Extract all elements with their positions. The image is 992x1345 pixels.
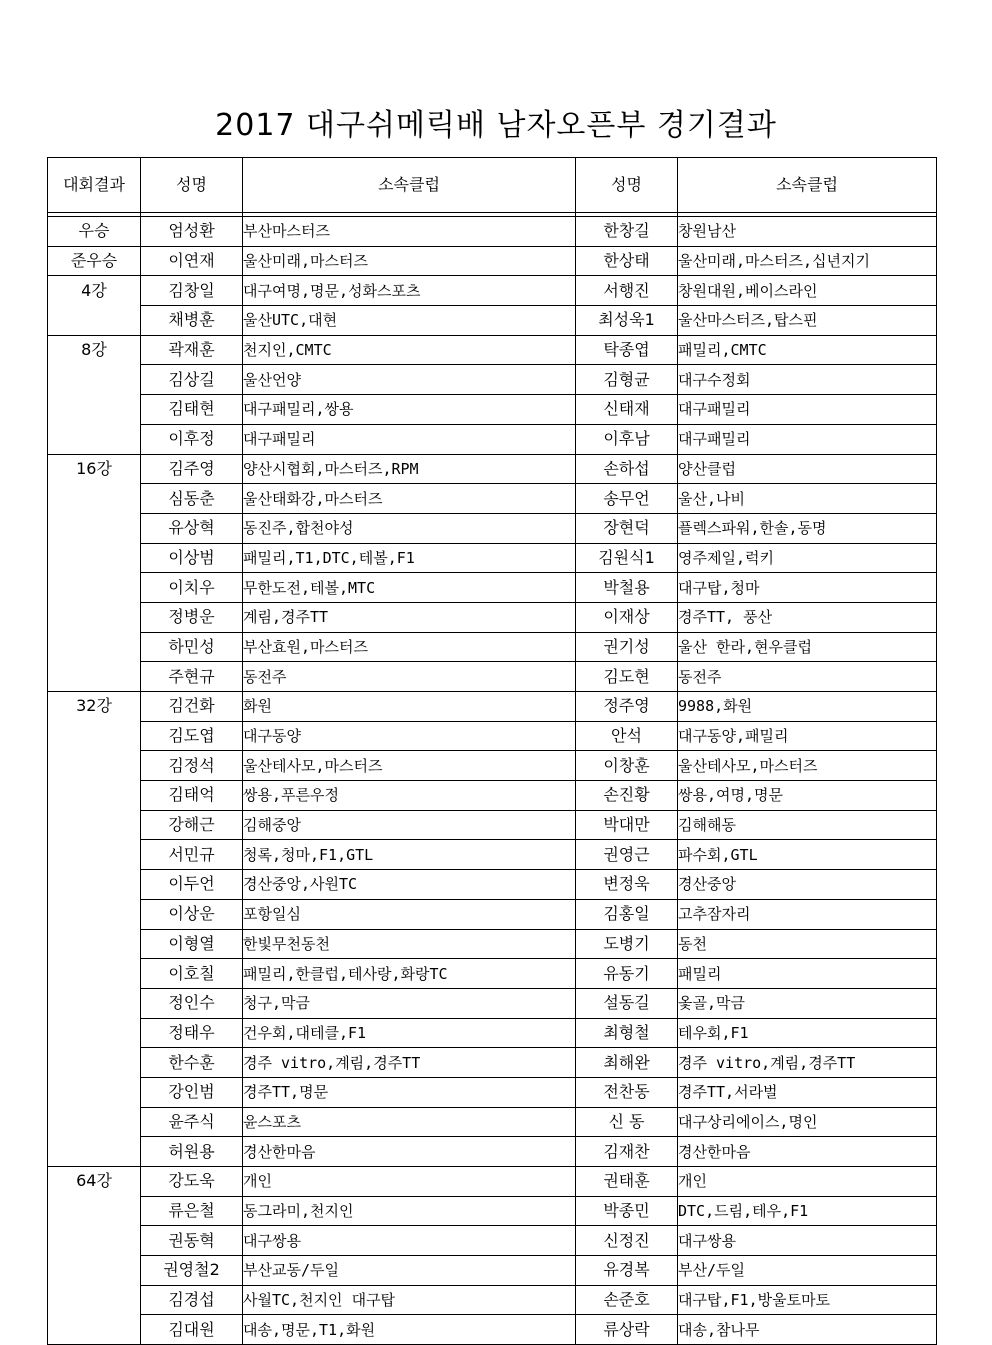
club-name-1: 사월TC,천지인 대구탑 — [243, 1285, 576, 1315]
table-row — [48, 395, 937, 425]
club-name-2: 울산마스터즈,탑스핀 — [678, 306, 937, 336]
club-name-1: 개인 — [243, 1167, 576, 1197]
player-name-1: 한수훈 — [141, 1048, 243, 1078]
result-cell — [48, 899, 141, 929]
club-name-1: 경주 vitro,계림,경주TT — [243, 1048, 576, 1078]
result-cell — [48, 1285, 141, 1315]
player-name-2: 안석 — [576, 721, 678, 751]
player-name-1: 정인수 — [141, 988, 243, 1018]
player-name-1: 채병훈 — [141, 306, 243, 336]
club-name-2: DTC,드림,테우,F1 — [678, 1196, 937, 1226]
player-name-2: 김원식1 — [576, 543, 678, 573]
player-name-1: 이호칠 — [141, 959, 243, 989]
club-name-2: 울산,나비 — [678, 484, 937, 514]
player-name-2: 전찬동 — [576, 1077, 678, 1107]
player-name-2: 손하섭 — [576, 454, 678, 484]
player-name-1: 이두언 — [141, 870, 243, 900]
club-name-2: 개인 — [678, 1167, 937, 1197]
club-name-2: 플렉스파워,한솔,동명 — [678, 513, 937, 543]
club-name-2: 부산/두일 — [678, 1256, 937, 1286]
player-name-2: 한상태 — [576, 246, 678, 276]
player-name-2: 최성욱1 — [576, 306, 678, 336]
player-name-2: 손진황 — [576, 781, 678, 811]
header-club-1: 소속클럽 — [243, 158, 576, 213]
club-name-1: 청구,막금 — [243, 988, 576, 1018]
table-row — [48, 751, 937, 781]
club-name-2: 대송,참나무 — [678, 1315, 937, 1345]
result-cell — [48, 870, 141, 900]
result-cell — [48, 484, 141, 514]
club-name-2: 패밀리 — [678, 959, 937, 989]
club-name-2: 창원남산 — [678, 217, 937, 247]
player-name-1: 권동혁 — [141, 1226, 243, 1256]
header-club-2: 소속클럽 — [678, 158, 937, 213]
club-name-2: 경산중앙 — [678, 870, 937, 900]
player-name-2: 신태재 — [576, 395, 678, 425]
table-row — [48, 899, 937, 929]
player-name-1: 유상혁 — [141, 513, 243, 543]
player-name-2: 정주영 — [576, 692, 678, 722]
header-name-2: 성명 — [576, 158, 678, 213]
player-name-1: 류은철 — [141, 1196, 243, 1226]
club-name-2: 창원대원,베이스라인 — [678, 276, 937, 306]
player-name-2: 최해완 — [576, 1048, 678, 1078]
result-cell — [48, 1315, 141, 1345]
player-name-1: 김상길 — [141, 365, 243, 395]
table-row — [48, 335, 937, 365]
player-name-2: 류상락 — [576, 1315, 678, 1345]
club-name-2: 패밀리,CMTC — [678, 335, 937, 365]
player-name-1: 강해근 — [141, 810, 243, 840]
club-name-2: 경주TT,서라벌 — [678, 1077, 937, 1107]
club-name-1: 쌍용,푸른우정 — [243, 781, 576, 811]
table-row — [48, 1077, 937, 1107]
table-row — [48, 365, 937, 395]
club-name-1: 대송,명문,T1,화원 — [243, 1315, 576, 1345]
club-name-1: 울산태화강,마스터즈 — [243, 484, 576, 514]
result-cell — [48, 573, 141, 603]
player-name-1: 강도욱 — [141, 1167, 243, 1197]
club-name-1: 울산테사모,마스터즈 — [243, 751, 576, 781]
table-row — [48, 662, 937, 692]
club-name-2: 대구상리에이스,명인 — [678, 1107, 937, 1137]
result-cell — [48, 543, 141, 573]
result-cell — [48, 1018, 141, 1048]
club-name-2: 경주 vitro,계림,경주TT — [678, 1048, 937, 1078]
club-name-2: 울산테사모,마스터즈 — [678, 751, 937, 781]
result-cell: 8강 — [48, 335, 141, 365]
table-row — [48, 1285, 937, 1315]
result-cell: 우승 — [48, 217, 141, 247]
result-cell — [48, 988, 141, 1018]
club-name-2: 경산한마음 — [678, 1137, 937, 1167]
player-name-1: 정태우 — [141, 1018, 243, 1048]
result-cell — [48, 602, 141, 632]
result-cell — [48, 929, 141, 959]
club-name-1: 울산미래,마스터즈 — [243, 246, 576, 276]
club-name-2: 옻골,막금 — [678, 988, 937, 1018]
player-name-1: 심동춘 — [141, 484, 243, 514]
table-row — [48, 929, 937, 959]
player-name-1: 이후정 — [141, 424, 243, 454]
result-cell — [48, 365, 141, 395]
table-row — [48, 692, 937, 722]
player-name-2: 김도현 — [576, 662, 678, 692]
club-name-2: 대구쌍용 — [678, 1226, 937, 1256]
player-name-2: 박대만 — [576, 810, 678, 840]
player-name-1: 서민규 — [141, 840, 243, 870]
club-name-1: 대구패밀리 — [243, 424, 576, 454]
table-row — [48, 1167, 937, 1197]
player-name-1: 김태현 — [141, 395, 243, 425]
club-name-2: 울산 한라,현우클럽 — [678, 632, 937, 662]
player-name-1: 김창일 — [141, 276, 243, 306]
table-row — [48, 840, 937, 870]
player-name-1: 엄성환 — [141, 217, 243, 247]
player-name-2: 김홍일 — [576, 899, 678, 929]
result-cell: 32강 — [48, 692, 141, 722]
club-name-2: 대구탑,F1,방울토마토 — [678, 1285, 937, 1315]
club-name-1: 패밀리,한클럽,테사랑,화랑TC — [243, 959, 576, 989]
result-cell — [48, 1077, 141, 1107]
player-name-2: 설동길 — [576, 988, 678, 1018]
player-name-1: 주현규 — [141, 662, 243, 692]
player-name-2: 권태훈 — [576, 1167, 678, 1197]
result-cell — [48, 810, 141, 840]
player-name-1: 하민성 — [141, 632, 243, 662]
player-name-1: 이치우 — [141, 573, 243, 603]
player-name-1: 강인범 — [141, 1077, 243, 1107]
club-name-2: 테우회,F1 — [678, 1018, 937, 1048]
player-name-2: 서행진 — [576, 276, 678, 306]
table-row — [48, 1107, 937, 1137]
club-name-1: 동그라미,천지인 — [243, 1196, 576, 1226]
player-name-1: 김경섭 — [141, 1285, 243, 1315]
result-cell — [48, 306, 141, 336]
table-row — [48, 424, 937, 454]
player-name-2: 이창훈 — [576, 751, 678, 781]
club-name-1: 천지인,CMTC — [243, 335, 576, 365]
result-cell: 64강 — [48, 1167, 141, 1197]
table-row — [48, 1137, 937, 1167]
table-row — [48, 870, 937, 900]
player-name-2: 신정진 — [576, 1226, 678, 1256]
club-name-2: 고추잠자리 — [678, 899, 937, 929]
table-row — [48, 306, 937, 336]
club-name-1: 양산시협회,마스터즈,RPM — [243, 454, 576, 484]
table-row — [48, 217, 937, 247]
club-name-1: 부산마스터즈 — [243, 217, 576, 247]
table-row — [48, 721, 937, 751]
player-name-1: 허원용 — [141, 1137, 243, 1167]
table-header-row — [48, 158, 937, 213]
player-name-1: 이연재 — [141, 246, 243, 276]
club-name-1: 동전주 — [243, 662, 576, 692]
header-name-1: 성명 — [141, 158, 243, 213]
club-name-1: 경주TT,명문 — [243, 1077, 576, 1107]
player-name-2: 탁종엽 — [576, 335, 678, 365]
result-cell — [48, 751, 141, 781]
player-name-1: 김정석 — [141, 751, 243, 781]
table-row — [48, 484, 937, 514]
player-name-1: 김건화 — [141, 692, 243, 722]
club-name-2: 경주TT, 풍산 — [678, 602, 937, 632]
table-row — [48, 1196, 937, 1226]
club-name-1: 경산한마음 — [243, 1137, 576, 1167]
club-name-2: 동전주 — [678, 662, 937, 692]
table-row — [48, 1256, 937, 1286]
player-name-1: 김도엽 — [141, 721, 243, 751]
club-name-2: 쌍용,여명,명문 — [678, 781, 937, 811]
club-name-2: 울산미래,마스터즈,십년지기 — [678, 246, 937, 276]
club-name-1: 한빛무천동천 — [243, 929, 576, 959]
result-cell — [48, 662, 141, 692]
club-name-2: 파수회,GTL — [678, 840, 937, 870]
player-name-1: 김주영 — [141, 454, 243, 484]
table-row — [48, 454, 937, 484]
player-name-2: 이후남 — [576, 424, 678, 454]
player-name-1: 정병운 — [141, 602, 243, 632]
result-cell: 4강 — [48, 276, 141, 306]
table-row — [48, 543, 937, 573]
player-name-2: 도병기 — [576, 929, 678, 959]
club-name-1: 계림,경주TT — [243, 602, 576, 632]
player-name-2: 유경복 — [576, 1256, 678, 1286]
result-cell — [48, 424, 141, 454]
table-row — [48, 1018, 937, 1048]
player-name-2: 유동기 — [576, 959, 678, 989]
player-name-1: 김대원 — [141, 1315, 243, 1345]
result-cell: 준우승 — [48, 246, 141, 276]
club-name-1: 부산교동/두일 — [243, 1256, 576, 1286]
club-name-1: 대구동양 — [243, 721, 576, 751]
club-name-2: 9988,화원 — [678, 692, 937, 722]
player-name-2: 권기성 — [576, 632, 678, 662]
result-cell — [48, 513, 141, 543]
club-name-2: 동천 — [678, 929, 937, 959]
results-table — [47, 157, 937, 1345]
result-cell — [48, 1196, 141, 1226]
club-name-1: 경산중앙,사원TC — [243, 870, 576, 900]
table-row — [48, 1048, 937, 1078]
result-cell — [48, 781, 141, 811]
player-name-1: 윤주식 — [141, 1107, 243, 1137]
player-name-2: 최형철 — [576, 1018, 678, 1048]
club-name-1: 패밀리,T1,DTC,테볼,F1 — [243, 543, 576, 573]
player-name-1: 곽재훈 — [141, 335, 243, 365]
result-cell — [48, 1137, 141, 1167]
player-name-2: 장현덕 — [576, 513, 678, 543]
player-name-2: 신 동 — [576, 1107, 678, 1137]
result-cell — [48, 840, 141, 870]
club-name-2: 대구동양,패밀리 — [678, 721, 937, 751]
club-name-1: 무한도전,테볼,MTC — [243, 573, 576, 603]
result-cell — [48, 632, 141, 662]
club-name-1: 포항일심 — [243, 899, 576, 929]
club-name-1: 부산효원,마스터즈 — [243, 632, 576, 662]
club-name-1: 대구패밀리,쌍용 — [243, 395, 576, 425]
player-name-2: 변정욱 — [576, 870, 678, 900]
player-name-2: 한창길 — [576, 217, 678, 247]
table-row — [48, 513, 937, 543]
result-cell — [48, 1256, 141, 1286]
player-name-2: 권영근 — [576, 840, 678, 870]
table-row — [48, 573, 937, 603]
player-name-1: 이상범 — [141, 543, 243, 573]
club-name-1: 동진주,합천야성 — [243, 513, 576, 543]
club-name-2: 김해해동 — [678, 810, 937, 840]
club-name-1: 대구여명,명문,성화스포츠 — [243, 276, 576, 306]
player-name-2: 김재찬 — [576, 1137, 678, 1167]
player-name-2: 박철용 — [576, 573, 678, 603]
player-name-2: 박종민 — [576, 1196, 678, 1226]
table-row — [48, 1315, 937, 1345]
table-row — [48, 602, 937, 632]
result-cell — [48, 959, 141, 989]
player-name-1: 권영철2 — [141, 1256, 243, 1286]
club-name-1: 윤스포츠 — [243, 1107, 576, 1137]
player-name-1: 이형열 — [141, 929, 243, 959]
club-name-1: 화원 — [243, 692, 576, 722]
table-row — [48, 988, 937, 1018]
table-row — [48, 632, 937, 662]
club-name-1: 청록,청마,F1,GTL — [243, 840, 576, 870]
result-cell — [48, 1048, 141, 1078]
player-name-1: 김태억 — [141, 781, 243, 811]
player-name-1: 이상운 — [141, 899, 243, 929]
table-row — [48, 1226, 937, 1256]
club-name-2: 대구패밀리 — [678, 395, 937, 425]
result-cell — [48, 1226, 141, 1256]
player-name-2: 김형균 — [576, 365, 678, 395]
club-name-2: 대구탑,청마 — [678, 573, 937, 603]
club-name-2: 대구패밀리 — [678, 424, 937, 454]
result-cell — [48, 1107, 141, 1137]
table-row — [48, 276, 937, 306]
club-name-2: 대구수정회 — [678, 365, 937, 395]
player-name-2: 이재상 — [576, 602, 678, 632]
table-row — [48, 810, 937, 840]
club-name-1: 건우회,대테클,F1 — [243, 1018, 576, 1048]
header-result: 대회결과 — [48, 158, 141, 213]
club-name-1: 울산언양 — [243, 365, 576, 395]
page-title: 2017 대구쉬메릭배 남자오픈부 경기결과 — [215, 108, 777, 143]
club-name-1: 대구쌍용 — [243, 1226, 576, 1256]
table-row — [48, 246, 937, 276]
result-cell — [48, 395, 141, 425]
player-name-2: 손준호 — [576, 1285, 678, 1315]
player-name-2: 송무언 — [576, 484, 678, 514]
club-name-1: 김해중앙 — [243, 810, 576, 840]
result-cell — [48, 721, 141, 751]
club-name-1: 울산UTC,대현 — [243, 306, 576, 336]
result-cell: 16강 — [48, 454, 141, 484]
table-row — [48, 959, 937, 989]
club-name-2: 영주제일,럭키 — [678, 543, 937, 573]
table-row — [48, 781, 937, 811]
club-name-2: 양산클럽 — [678, 454, 937, 484]
